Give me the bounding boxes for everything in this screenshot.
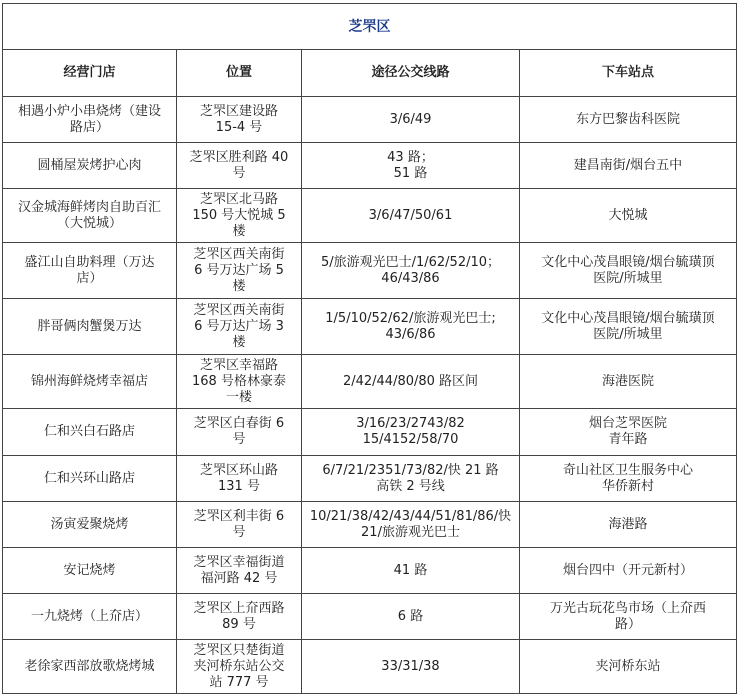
store-table <box>2 3 737 694</box>
bus-routes-cell-line: 高铁 2 号线 <box>376 478 445 494</box>
stop-cell-line: 东方巴黎齿科医院 <box>575 111 680 127</box>
stop-cell-line: 烟台四中（开元新村） <box>562 562 693 578</box>
stop-cell-line: 烟台芝罘医院 <box>588 416 667 431</box>
table-row <box>3 97 737 143</box>
store-name-cell <box>3 594 177 640</box>
header-location: 位置 <box>177 50 302 97</box>
location-cell-line: 楼 <box>232 278 246 294</box>
location-cell-line: 芝罘区环山路 <box>199 462 278 478</box>
bus-routes-cell <box>302 409 520 456</box>
bus-routes-cell-line: 43 路； <box>387 149 434 165</box>
location-cell-line: 楼 <box>232 223 246 239</box>
store-name-cell-line: 路店） <box>69 119 109 135</box>
stop-cell-line: 海港路 <box>608 516 648 532</box>
location-cell-line: 168 号格林豪泰 <box>192 373 286 389</box>
stop-cell <box>520 456 737 502</box>
bus-routes-cell-line: 3/16/23/2743/82 <box>356 416 465 431</box>
table-row <box>3 189 737 243</box>
bus-routes-cell-line: 3/6/49 <box>389 111 432 127</box>
table-row <box>3 243 737 299</box>
stop-cell <box>520 189 737 243</box>
location-cell-line: 芝罘区胜利路 40 <box>189 149 289 165</box>
stop-cell-line: 医院/所城里 <box>593 270 663 286</box>
location-cell-line: 芝罘区白春街 6 <box>193 416 285 431</box>
stop-cell-line: 大悦城 <box>608 207 648 223</box>
header-row <box>3 50 737 97</box>
table-row <box>3 456 737 502</box>
table-row <box>3 355 737 409</box>
stop-cell-line: 青年路 <box>608 432 648 447</box>
store-name-cell-line: 老徐家西部放歌烧烤城 <box>24 658 155 674</box>
location-cell-line: 号 <box>232 524 246 540</box>
stop-cell-line: 文化中心茂昌眼镜/烟台毓璜顶 <box>541 254 715 270</box>
store-name-cell <box>3 409 177 456</box>
bus-routes-cell-line: 15/4152/58/70 <box>362 432 459 447</box>
location-cell-line: 131 号 <box>218 478 260 494</box>
stop-cell-line: 医院/所城里 <box>593 326 663 342</box>
store-name-cell-line: 圆桶屋炭烤护心肉 <box>37 157 142 173</box>
table-row <box>3 299 737 355</box>
bus-routes-cell-line: 3/6/47/50/61 <box>368 207 453 223</box>
location-cell-line: 89 号 <box>222 616 256 632</box>
store-name-cell <box>3 640 177 694</box>
store-name-cell-line: 锦州海鲜烧烤幸福店 <box>30 373 148 389</box>
location-cell <box>177 189 302 243</box>
location-cell-line: 6 号万达广场 3 <box>194 318 284 334</box>
table-row <box>3 548 737 594</box>
stop-cell-line: 万光古玩花鸟市场（上夼西 <box>549 600 706 616</box>
store-name-cell-line: 汤寅爱聚烧烤 <box>50 516 129 532</box>
store-name-cell-line: 胖哥俩肉蟹煲万达 <box>37 318 142 334</box>
store-name-cell <box>3 143 177 189</box>
stop-cell-line: 夹河桥东站 <box>595 658 661 674</box>
location-cell <box>177 143 302 189</box>
location-cell-line: 芝罘区幸福路 <box>199 357 278 373</box>
bus-routes-cell <box>302 548 520 594</box>
bus-routes-cell-line: 1/5/10/52/62/旅游观光巴士; <box>325 310 496 326</box>
store-name-cell <box>3 299 177 355</box>
store-name-cell <box>3 355 177 409</box>
location-cell <box>177 594 302 640</box>
stop-cell <box>520 409 737 456</box>
location-cell-line: 楼 <box>232 334 246 350</box>
stop-cell <box>520 548 737 594</box>
stop-cell <box>520 594 737 640</box>
store-name-cell-line: 仁和兴环山路店 <box>43 470 135 486</box>
table-row <box>3 594 737 640</box>
table-row <box>3 640 737 694</box>
location-cell-line: 夹河桥东站公交 <box>193 658 285 674</box>
bus-routes-cell-line: 6 路 <box>397 608 424 624</box>
store-name-cell-line: 盛江山自助料理（万达 <box>24 254 155 270</box>
stop-cell-line: 奇山社区卫生服务中心 <box>562 462 693 478</box>
store-name-cell-line: 店） <box>76 270 103 286</box>
location-cell-line: 站 777 号 <box>209 674 269 690</box>
table-container <box>2 3 736 694</box>
table-row <box>3 143 737 189</box>
table-row <box>3 409 737 456</box>
location-cell-line: 芝罘区利丰街 6 <box>193 508 285 524</box>
stop-cell <box>520 143 737 189</box>
location-cell-line: 号 <box>232 432 246 447</box>
store-name-cell-line: 汉金城海鲜烤肉自助百汇 <box>17 199 161 215</box>
location-cell <box>177 243 302 299</box>
stop-cell <box>520 502 737 548</box>
location-cell <box>177 456 302 502</box>
stop-cell-line: 海港医院 <box>601 373 654 389</box>
bus-routes-cell-line: 5/旅游观光巴士/1/62/52/10； <box>320 254 501 270</box>
store-name-cell <box>3 97 177 143</box>
location-cell <box>177 299 302 355</box>
location-cell <box>177 640 302 694</box>
stop-cell-line: 建昌南街/烟台五中 <box>573 157 683 173</box>
location-cell-line: 芝罘区西关南街 <box>193 302 285 318</box>
bus-routes-cell <box>302 640 520 694</box>
stop-cell <box>520 299 737 355</box>
location-cell-line: 15-4 号 <box>215 119 263 135</box>
store-name-cell <box>3 189 177 243</box>
location-cell-line: 150 号大悦城 5 <box>192 207 286 223</box>
stop-cell-line: 华侨新村 <box>601 478 654 494</box>
bus-routes-cell-line: 6/7/21/2351/73/82/快 21 路 <box>322 462 499 478</box>
store-name-cell <box>3 502 177 548</box>
store-name-cell <box>3 456 177 502</box>
location-cell-line: 芝罘区幸福街道 <box>193 554 285 570</box>
stop-cell <box>520 243 737 299</box>
bus-routes-cell <box>302 594 520 640</box>
location-cell <box>177 502 302 548</box>
location-cell <box>177 355 302 409</box>
header-stop: 下车站点 <box>520 50 737 97</box>
store-name-cell-line: 一九烧烤（上夼店） <box>30 608 148 624</box>
location-cell-line: 芝罘区只楚街道 <box>193 642 285 658</box>
stop-cell-line: 文化中心茂昌眼镜/烟台毓璜顶 <box>541 310 715 326</box>
title-row <box>3 4 737 50</box>
bus-routes-cell <box>302 97 520 143</box>
location-cell-line: 福河路 42 号 <box>200 570 278 586</box>
table-row <box>3 502 737 548</box>
bus-routes-cell-line: 51 路 <box>393 165 428 181</box>
location-cell <box>177 548 302 594</box>
header-bus-routes: 途径公交线路 <box>302 50 520 97</box>
header-store: 经营门店 <box>3 50 177 97</box>
location-cell-line: 芝罘区北马路 <box>199 191 278 207</box>
bus-routes-cell-line: 41 路 <box>393 562 428 578</box>
bus-routes-cell <box>302 502 520 548</box>
location-cell <box>177 97 302 143</box>
store-name-cell-line: （大悦城） <box>56 215 122 231</box>
location-cell-line: 芝罘区上夼西路 <box>193 600 285 616</box>
bus-routes-cell <box>302 299 520 355</box>
store-name-cell-line: 仁和兴白石路店 <box>43 424 135 439</box>
bus-routes-cell-line: 21/旅游观光巴士 <box>361 524 460 540</box>
table-title: 芝罘区 <box>3 4 737 50</box>
location-cell-line: 芝罘区建设路 <box>199 103 278 119</box>
bus-routes-cell-line: 10/21/38/42/43/44/51/81/86/快 <box>309 508 512 524</box>
bus-routes-cell <box>302 243 520 299</box>
table-body <box>3 97 737 694</box>
stop-cell-line: 路） <box>614 616 641 632</box>
stop-cell <box>520 355 737 409</box>
location-cell <box>177 409 302 456</box>
stop-cell <box>520 97 737 143</box>
bus-routes-cell-line: 33/31/38 <box>381 658 440 674</box>
store-name-cell-line: 安记烧烤 <box>63 562 116 578</box>
bus-routes-cell-line: 46/43/86 <box>381 270 440 286</box>
bus-routes-cell <box>302 355 520 409</box>
location-cell-line: 芝罘区西关南街 <box>193 246 285 262</box>
bus-routes-cell-line: 43/6/86 <box>385 326 436 342</box>
location-cell-line: 6 号万达广场 5 <box>194 262 284 278</box>
store-name-cell <box>3 243 177 299</box>
bus-routes-cell <box>302 189 520 243</box>
location-cell-line: 号 <box>232 165 246 181</box>
stop-cell <box>520 640 737 694</box>
bus-routes-cell <box>302 143 520 189</box>
location-cell-line: 一楼 <box>225 389 252 405</box>
bus-routes-cell <box>302 456 520 502</box>
store-name-cell-line: 相遇小炉小串烧烤（建设 <box>17 103 161 119</box>
bus-routes-cell-line: 2/42/44/80/80 路区间 <box>342 373 479 389</box>
store-name-cell <box>3 548 177 594</box>
